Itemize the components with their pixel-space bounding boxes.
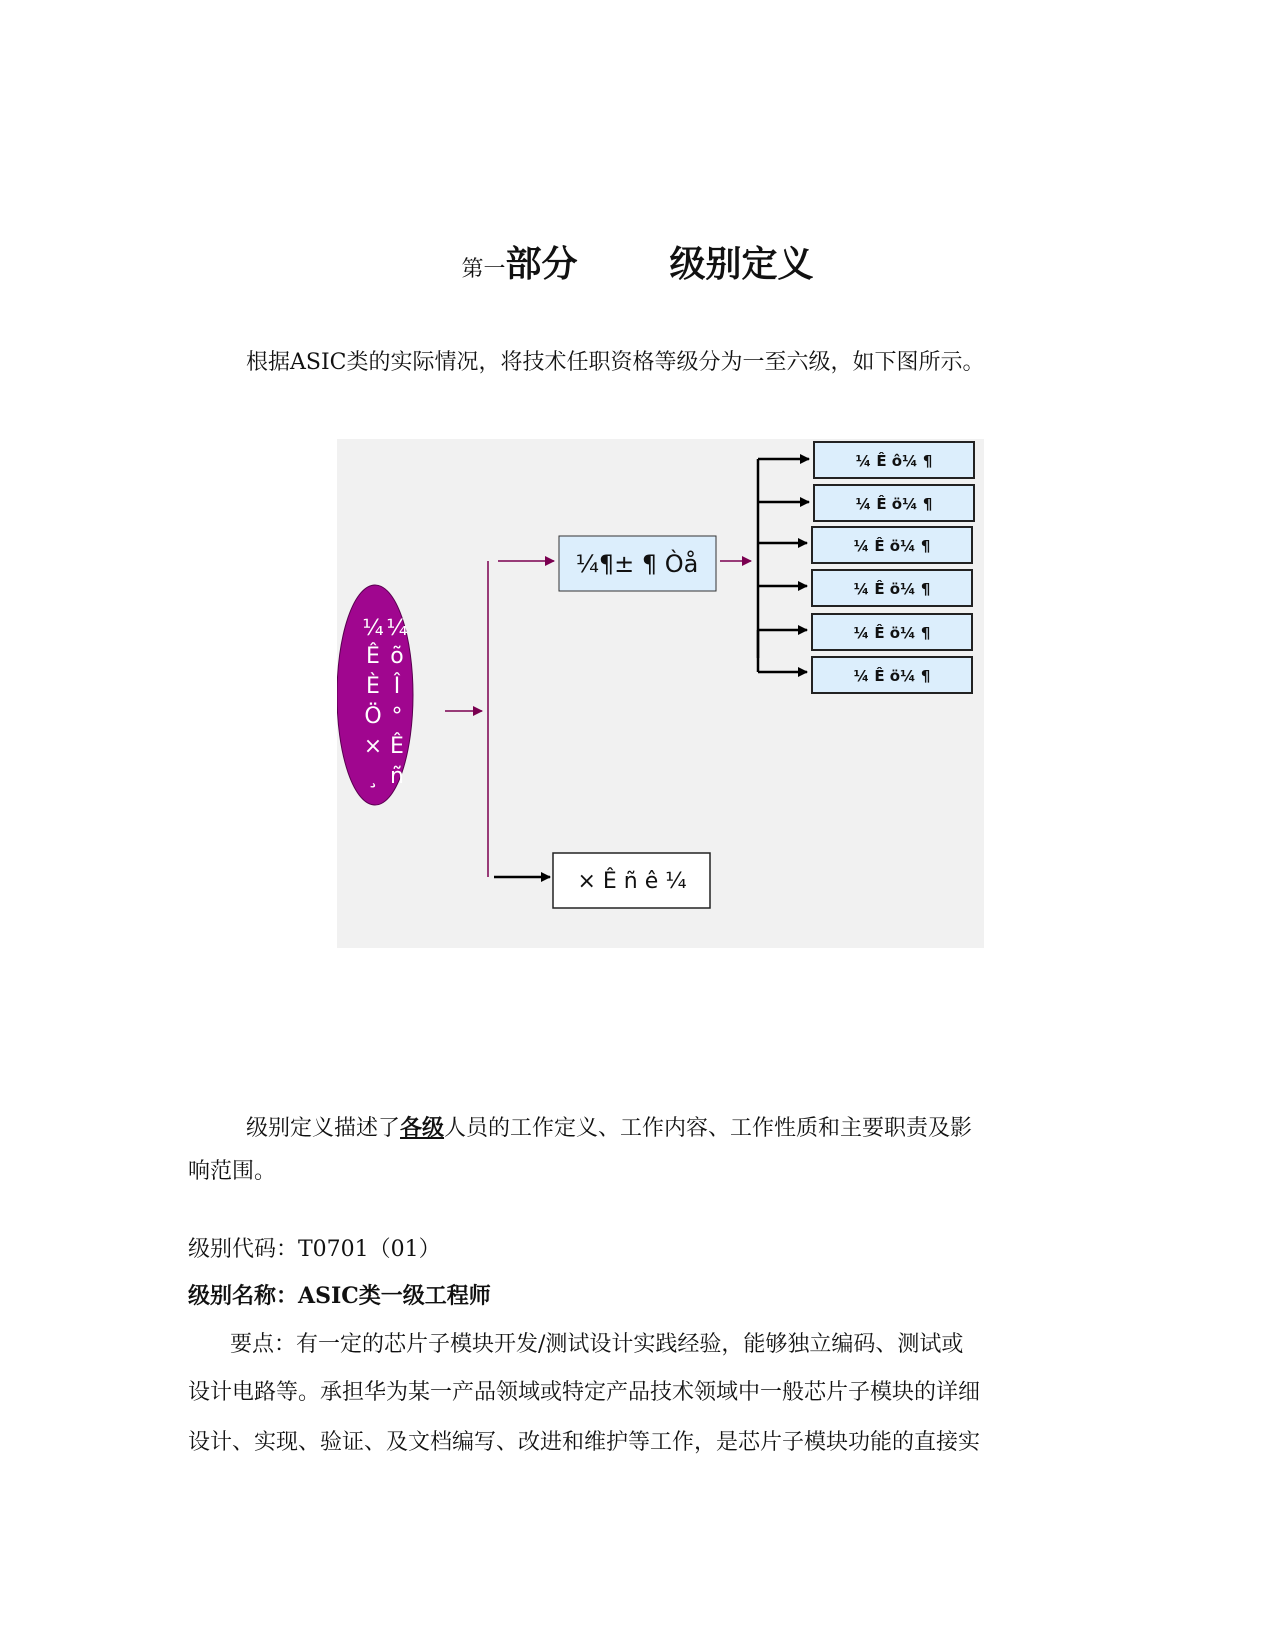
level-box-label: ¼ Ê ô¼ ¶: [855, 452, 933, 470]
definition-text-before: 级别定义描述了: [246, 1116, 401, 1141]
level-box-label: ¼ Ê ö¼ ¶: [853, 580, 931, 598]
oval-char: õ: [390, 644, 404, 669]
intro-paragraph: 根据ASIC类的实际情况，将技术任职资格等级分为一至六级，如下图所示。: [246, 350, 985, 375]
definition-paragraph: [246, 1106, 972, 1151]
key-points-line2: 设计电路等。承担华为某一产品领域或特定产品技术领域中一般芯片子模块的详细: [188, 1380, 981, 1405]
heading-prefix: 第一: [461, 257, 506, 282]
heading-part: 部分: [505, 243, 578, 285]
oval-char: Ê: [366, 644, 380, 669]
definition-text-after: 人员的工作定义、工作内容、工作性质和主要职责及影: [444, 1116, 973, 1141]
oval-char: ¸: [367, 764, 379, 789]
key-points-line3: 设计、实现、验证、及文档编写、改进和维护等工作，是芯片子模块功能的直接实: [188, 1430, 981, 1455]
level-code: 级别代码：T0701（01）: [188, 1237, 441, 1262]
level-box-label: ¼ Ê ö¼ ¶: [853, 624, 931, 642]
diagram-svg: [337, 439, 984, 948]
level-name: 级别名称：ASIC类一级工程师: [188, 1283, 491, 1309]
heading-title: 级别定义: [669, 243, 814, 285]
definition-text-emphasis: 各级: [400, 1115, 445, 1141]
definition-paragraph-line2: 响范围。: [188, 1159, 277, 1184]
oval-char: È: [366, 674, 380, 699]
section-heading: [0, 236, 1275, 287]
level-box-label: ¼ Ê ö¼ ¶: [853, 537, 931, 555]
key-points-line1: 要点：有一定的芯片子模块开发/测试设计实践经验，能够独立编码、测试或: [230, 1332, 964, 1357]
oval-char: ñ: [390, 764, 404, 789]
level-diagram: [337, 439, 984, 948]
level-box-label: ¼ Ê ö¼ ¶: [853, 667, 931, 685]
oval-char: Î: [393, 674, 401, 699]
qualification-box-label: × Ê ñ ê ¼: [577, 869, 687, 894]
oval-char: Ö: [364, 704, 382, 729]
level-box-label: ¼ Ê ö¼ ¶: [855, 495, 933, 513]
oval-char: ¼: [362, 616, 384, 641]
oval-char: ×: [363, 734, 383, 759]
oval-char: Ê: [390, 734, 404, 759]
oval-char: ¼: [386, 616, 408, 641]
oval-char: °: [391, 704, 403, 729]
definition-box-label: ¼¶± ¶ Òå: [575, 550, 699, 578]
